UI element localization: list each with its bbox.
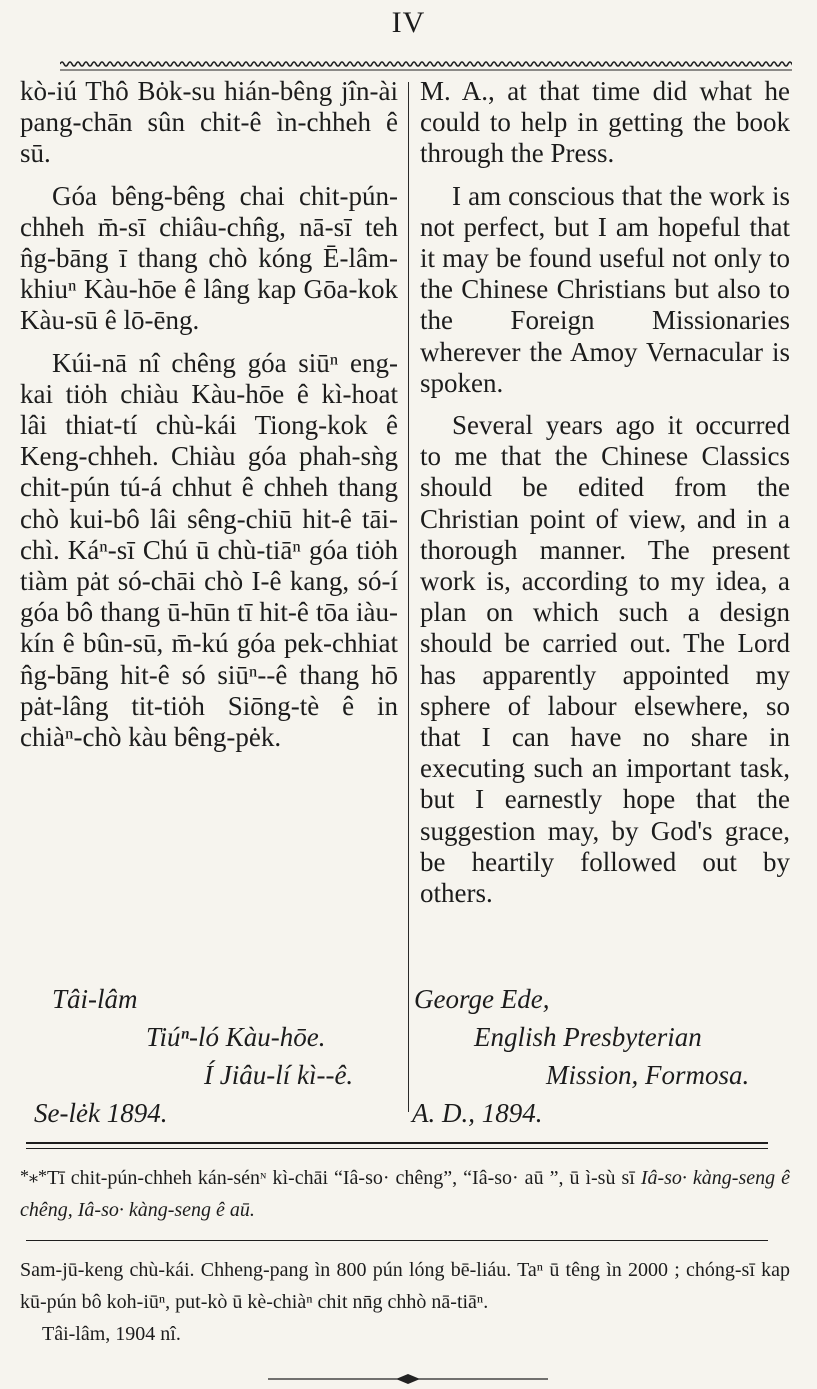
right-signature-line-1: English Presbyterian [474,1022,702,1052]
right-paragraph-3: Several years ago it occurred to me that the Chinese Classics should be edited from the Christian point of view, and in a thorough manner. The present work is, according to my idea, a plan on which such a design should be carried out. The Lord has apparently appointed my sphere of labour elsewhere, so that I can have no share in executing such an important task, but I earnestly hope that the suggestion may, by God's grace, be heartily followed out by others. [420,410,790,909]
left-paragraph-1: kò-iú Thô Bȯk-su hián-bêng jîn-ài pang-chān sûn chit-ê ìn-chheh ê sū. [20,76,398,169]
ornament-rule [268,1372,548,1386]
right-signature-date: A. D., 1894. [412,1098,543,1128]
notice-place-date: Tâi-lâm, 1904 nî. [42,1323,181,1345]
column-divider [408,82,409,1112]
footnote-marker: *⁎* [20,1166,47,1186]
left-paragraph-2: Góa bêng-bêng chai chit-pún-chheh m̄-sī chiâu-chn̂g, nā-sī teh n̂g-bāng ī thang chò kóng Ē-lâm-khiuⁿ Kàu-hōe ê lâng kap Gōa-kok Kàu-sū ê lō-ēng. [20,180,398,336]
right-signature-line-2: Mission, Formosa. [546,1060,750,1090]
right-signature-name: George Ede, [414,984,550,1014]
left-column [20,76,398,753]
wavy-rule [60,58,792,74]
left-signature-line-1: Tiúⁿ-ló Kàu-hōe. [146,1022,326,1052]
right-column [420,76,790,909]
left-paragraph-3: Kúi-nā nî chêng góa siūⁿ eng-kai tiȯh chiàu Kàu-hōe ê kì-hoat lâi thiat-tí chù-kái Tiong-kok ê Keng-chheh. Chiàu góa phah-sǹg chit-pún tú-á chhut ê chheh thang chò kui-bô lâi sêng-chiū hit-ê tāi-chì. Káⁿ-sī Chú ū chù-tiāⁿ góa tiȯh tiàm pȧt só-chāi chò I-ê kang, só-í góa bô thang ū-hūn tī hit-ê tōa iàu-kín ê bûn-sū, m̄-kú góa pek-chhiat n̂g-bāng hit-ê só siūⁿ--ê thang hō pȧt-lâng tit-tiȯh Siōng-tè ê in chiàⁿ-chò kàu bêng-pėk. [20,347,398,753]
footnote-italic: Iâ-so· kàng-seng ê chêng, Iâ-so· kàng-seng ê aū. [20,1167,790,1221]
left-signature-date: Se-lėk 1894. [34,1098,168,1128]
notice-rule [26,1240,768,1241]
footnote [20,1160,790,1226]
right-paragraph-1: M. A., at that time did what he could to help in getting the book through the Press. [420,76,790,169]
right-paragraph-2: I am conscious that the work is not perfect, but I am hopeful that it may be found useful not only to the Chinese Christians but also to the Foreign Missionaries wherever the Amoy Vernacular is spoken. [420,180,790,398]
footnote-text: Tī chit-pún-chheh kán-sénᶰ kì-chāi “Iâ-so· chêng”, “Iâ-so· aū ”, ū ì-sù sī [47,1167,641,1189]
notice [20,1254,790,1350]
page-number: IV [391,6,426,39]
notice-text: Sam-jū-keng chù-kái. Chheng-pang ìn 800 pún lóng bē-liáu. Taⁿ ū têng ìn 2000 ; chóng-sī kap kū-pún bô koh-iūⁿ, put-kò ū kè-chiàⁿ chit nn̄g chhò nā-tiāⁿ. [20,1259,790,1313]
left-signature-place: Tâi-lâm [52,984,138,1014]
left-signature-line-2: Í Jiâu-lí kì--ê. [204,1060,354,1090]
footnote-rule [26,1142,768,1149]
